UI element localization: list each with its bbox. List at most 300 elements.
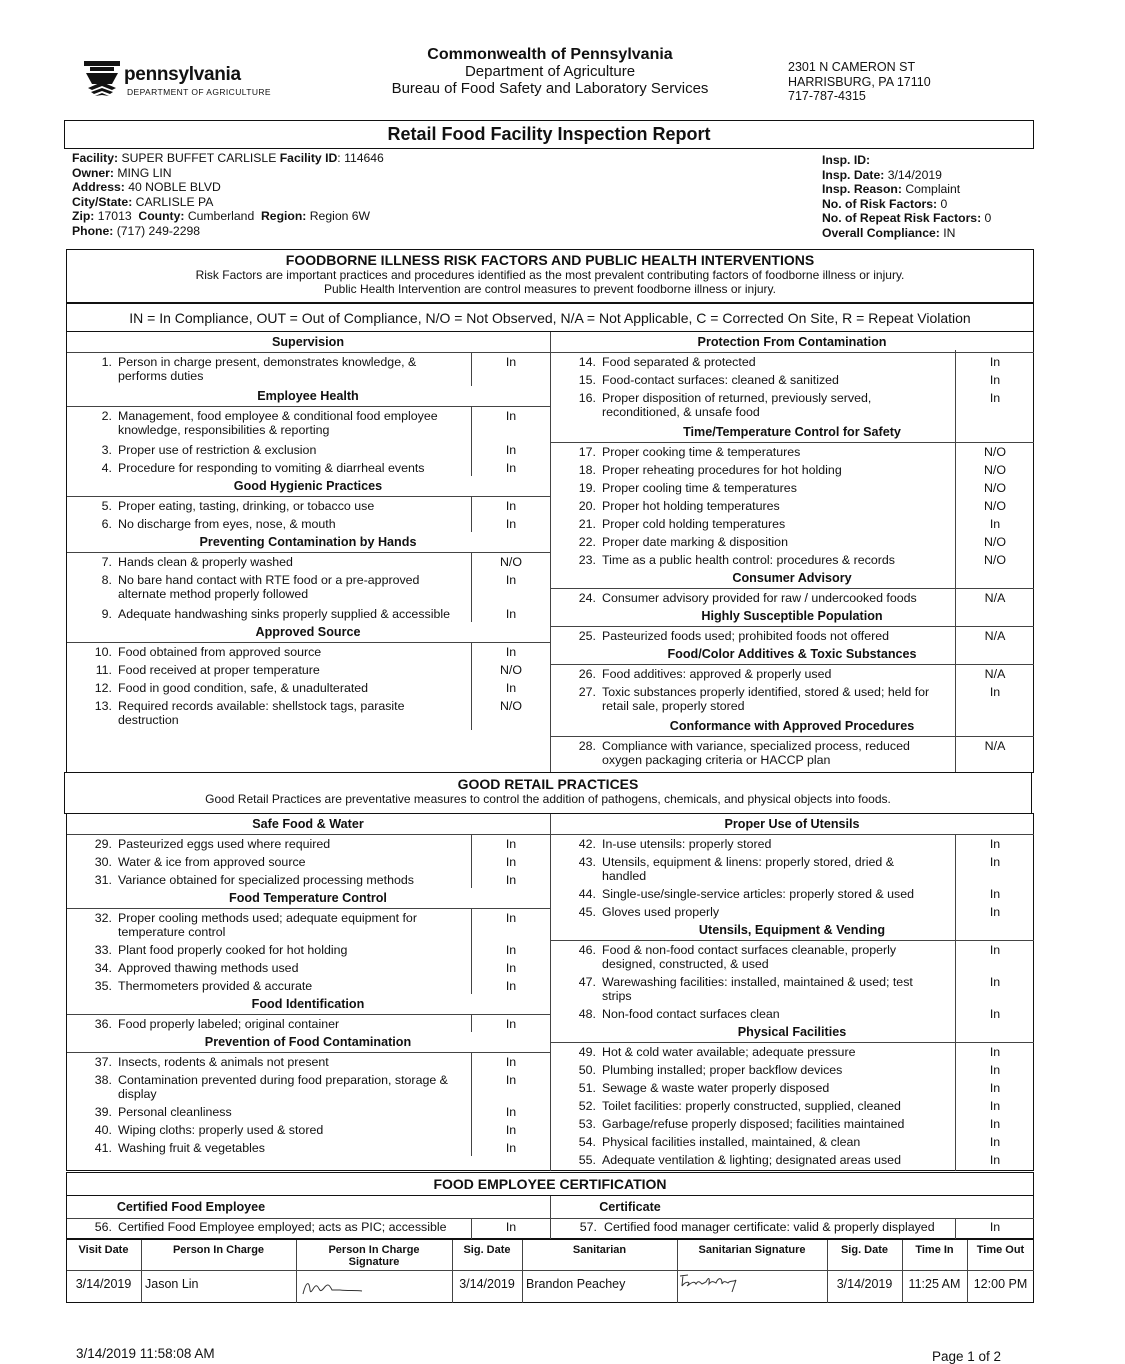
- group-header: Physical Facilities: [737, 1025, 847, 1039]
- item-text: [118, 1018, 467, 1032]
- item-text: [602, 1008, 951, 1022]
- agency-heading: [360, 46, 740, 97]
- insp-date: 3/14/2019: [887, 167, 942, 182]
- item-text-line-1: Proper use of restriction & exclusion: [118, 443, 317, 457]
- item-text: [118, 1142, 467, 1156]
- item-text-line-2: destruction: [118, 712, 179, 727]
- group-divider: [551, 352, 1034, 353]
- item-status: In: [505, 645, 517, 659]
- item-text: [118, 962, 467, 976]
- status-cell-border: [471, 496, 472, 514]
- pic-signature-scribble: [300, 1276, 370, 1300]
- item-text: [118, 1106, 467, 1120]
- time-in-header-line-1: Time In: [915, 1244, 954, 1256]
- item-number: 1.: [101, 355, 112, 369]
- agency-line-3: Bureau of Food Safety and Laboratory Services: [391, 80, 709, 97]
- item-text: [118, 682, 467, 696]
- item-status: In: [505, 1123, 517, 1137]
- item-text: [118, 556, 467, 570]
- status-cell-border: [955, 902, 956, 920]
- item-number: 30.: [94, 855, 112, 869]
- status-cell-border: [471, 852, 472, 870]
- item-text-line-2: handled: [602, 868, 647, 883]
- sanitarian-header: [522, 1244, 677, 1256]
- item-number: 15.: [578, 373, 596, 387]
- item-number: 10.: [94, 645, 112, 659]
- cert-item-57-value: In: [989, 1220, 1001, 1234]
- item-text: [602, 1118, 951, 1132]
- item-number: 6.: [101, 517, 112, 531]
- item-number: 8.: [101, 573, 112, 587]
- status-cell-border: [955, 514, 956, 532]
- status-cell-border: [955, 852, 956, 884]
- item-text-line-1: Adequate handwashing sinks properly supplied & accessible: [118, 607, 451, 621]
- sanitarian-signature-header-line-1: Sanitarian Signature: [698, 1244, 806, 1256]
- item-number: 31.: [94, 873, 112, 887]
- status-cell-border: [955, 1042, 956, 1060]
- time-out-header-line-1: Time Out: [976, 1244, 1025, 1256]
- item-text-line-1: Thermometers provided & accurate: [118, 979, 313, 993]
- group-divider: [551, 940, 1034, 941]
- time-in-value: 11:25 AM: [908, 1277, 961, 1291]
- sanitarian-sig-date-value: 3/14/2019: [836, 1277, 893, 1291]
- item-text: [118, 874, 467, 888]
- status-cell-border: [955, 588, 956, 606]
- item-status: In: [505, 517, 517, 531]
- item-text-line-1: Food additives: approved & properly used: [602, 667, 832, 681]
- item-number: 16.: [578, 391, 596, 405]
- item-number: 2.: [101, 409, 112, 423]
- item-text: [602, 856, 951, 883]
- item-status: In: [989, 391, 1001, 405]
- group-header: Food/Color Additives & Toxic Substances: [667, 647, 917, 661]
- time-in-header: [902, 1244, 967, 1256]
- facility-zip: 17013: [97, 209, 132, 223]
- item-text-line-2: strips: [602, 988, 632, 1003]
- cert-section-header: [66, 1172, 1034, 1196]
- status-cell-border: [955, 370, 956, 388]
- sanitarian-signature-scribble: [678, 1270, 758, 1294]
- group-header: Supervision: [271, 335, 345, 349]
- compliance-legend: [66, 303, 1034, 332]
- item-number: 34.: [94, 961, 112, 975]
- item-text-line-1: Pasteurized eggs used where required: [118, 837, 331, 851]
- item-text: [602, 1046, 951, 1060]
- status-cell-border: [471, 696, 472, 730]
- status-cell-border: [955, 664, 956, 682]
- item-text-line-2: alternate method properly followed: [118, 586, 309, 601]
- item-text: [118, 410, 467, 437]
- item-number: 24.: [578, 591, 596, 605]
- status-cell-border: [471, 406, 472, 440]
- item-status: N/O: [983, 499, 1007, 513]
- item-text-line-1: Proper hot holding temperatures: [602, 499, 780, 513]
- item-text-line-1: Pasteurized foods used; prohibited foods not offered: [602, 629, 890, 643]
- item-status: N/O: [983, 535, 1007, 549]
- compliance-label: Overall Compliance:: [822, 225, 940, 240]
- item-number: 40.: [94, 1123, 112, 1137]
- item-number: 29.: [94, 837, 112, 851]
- item-status: N/O: [983, 463, 1007, 477]
- item-text: [118, 518, 467, 532]
- cert-item-57-text: Certified food manager certificate: valid & properly displayed: [604, 1220, 935, 1234]
- item-status: N/A: [984, 667, 1006, 681]
- pa-agriculture-logo: [82, 58, 282, 100]
- item-status: In: [505, 499, 517, 513]
- item-text-line-1: Proper cooking time & temperatures: [602, 445, 801, 459]
- insp-id-label: Insp. ID:: [822, 153, 871, 167]
- facility-address: 40 NOBLE BLVD: [128, 180, 221, 194]
- item-status: In: [505, 837, 517, 851]
- item-text: [602, 374, 951, 388]
- item-number: 25.: [578, 629, 596, 643]
- logo-wordmark: pennsylvania: [124, 64, 241, 85]
- item-text: [602, 1064, 951, 1078]
- item-number: 19.: [578, 481, 596, 495]
- item-status: N/O: [983, 481, 1007, 495]
- status-cell-border: [955, 626, 956, 644]
- group-divider: [67, 406, 550, 407]
- item-status: In: [505, 681, 517, 695]
- item-text: [118, 664, 467, 678]
- region-label: Region:: [261, 209, 307, 223]
- visit-date-header: [66, 1244, 141, 1256]
- status-cell-border: [955, 478, 956, 496]
- status-cell-border: [471, 458, 472, 476]
- item-text: [602, 536, 951, 550]
- status-cell-border: [955, 1114, 956, 1132]
- time-out-header: [967, 1244, 1034, 1256]
- item-text: [602, 482, 951, 496]
- cert-section-title: FOOD EMPLOYEE CERTIFICATION: [433, 1176, 667, 1192]
- status-cell-border: [955, 1096, 956, 1114]
- item-text-line-1: Toilet facilities: properly constructed, supplied, cleaned: [602, 1099, 901, 1113]
- item-text: [602, 686, 951, 713]
- status-cell-border: [955, 1132, 956, 1150]
- status-cell-border: [471, 1102, 472, 1120]
- item-status: In: [989, 1063, 1001, 1077]
- facility-citystate: CARLISLE PA: [135, 194, 214, 209]
- item-status: In: [505, 573, 517, 587]
- status-cell-border: [471, 940, 472, 958]
- agency-address: [788, 60, 931, 104]
- item-text: [602, 976, 951, 1003]
- item-text: [602, 500, 951, 514]
- status-cell-border: [955, 442, 956, 460]
- item-text: [602, 1082, 951, 1096]
- item-text-line-1: Food separated & protected: [602, 355, 756, 369]
- item-status: N/O: [499, 663, 523, 677]
- item-number: 20.: [578, 499, 596, 513]
- status-cell-border: [471, 958, 472, 976]
- item-number: 17.: [578, 445, 596, 459]
- item-text: [118, 944, 467, 958]
- group-header: Consumer Advisory: [732, 571, 852, 585]
- risk-section-header: [66, 249, 1034, 303]
- item-text: [118, 838, 467, 852]
- item-text: [118, 608, 467, 622]
- item-text-line-1: Food received at proper temperature: [118, 663, 320, 677]
- item-status: In: [505, 443, 517, 457]
- item-status: In: [989, 887, 1001, 901]
- group-divider: [67, 834, 550, 835]
- item-number: 35.: [94, 979, 112, 993]
- overall-compliance: IN: [943, 225, 956, 240]
- item-text: [602, 392, 951, 419]
- status-cell-border: [471, 678, 472, 696]
- status-cell-border: [471, 908, 472, 940]
- item-text-line-1: Gloves used properly: [602, 905, 720, 919]
- item-text: [602, 554, 951, 568]
- item-text: [118, 980, 467, 994]
- group-divider: [551, 664, 1034, 665]
- item-status: N/A: [984, 591, 1006, 605]
- item-number: 18.: [578, 463, 596, 477]
- item-number: 42.: [578, 837, 596, 851]
- item-status: In: [989, 1153, 1001, 1167]
- visit-date-header-line-1: Visit Date: [78, 1244, 129, 1256]
- item-text: [118, 462, 467, 476]
- owner-name: MING LIN: [117, 165, 172, 180]
- item-text-line-2: reconditioned, & unsafe food: [602, 404, 760, 419]
- item-text-line-1: Consumer advisory provided for raw / undercooked foods: [602, 591, 917, 605]
- item-status: In: [989, 1081, 1001, 1095]
- item-text-line-1: Proper cold holding temperatures: [602, 517, 786, 531]
- item-text-line-1: Proper cooling methods used; adequate equipment for: [118, 911, 417, 925]
- sanitarian-signature-header: [677, 1244, 827, 1256]
- group-header: Prevention of Food Contamination: [204, 1035, 412, 1049]
- item-text-line-1: Approved thawing methods used: [118, 961, 299, 975]
- status-cell-border: [471, 870, 472, 888]
- item-status: In: [505, 1105, 517, 1119]
- item-number: 52.: [578, 1099, 596, 1113]
- item-text-line-1: Variance obtained for specialized processing methods: [118, 873, 414, 887]
- item-status: In: [505, 1141, 517, 1155]
- item-status: In: [989, 1117, 1001, 1131]
- status-cell-border: [955, 388, 956, 422]
- group-divider: [551, 626, 1034, 627]
- county-label: County:: [138, 209, 185, 223]
- item-text: [118, 1074, 467, 1101]
- sanitarian-header-line-1: Sanitarian: [572, 1244, 627, 1256]
- item-number: 36.: [94, 1017, 112, 1031]
- item-text-line-1: In-use utensils: properly stored: [602, 837, 772, 851]
- item-number: 11.: [95, 663, 112, 677]
- risk-factors-label: No. of Risk Factors:: [822, 196, 938, 211]
- item-text-line-1: Wiping cloths: properly used & stored: [118, 1123, 324, 1137]
- item-text: [602, 944, 951, 971]
- item-status: N/O: [499, 555, 523, 569]
- pic-sig-date-value: 3/14/2019: [459, 1277, 515, 1291]
- item-text: [118, 700, 467, 727]
- facility-id-label: Facility ID: [279, 151, 338, 165]
- citystate-label: City/State:: [72, 194, 133, 209]
- group-header: Conformance with Approved Procedures: [669, 719, 915, 733]
- item-text: [602, 464, 951, 478]
- item-number: 28.: [578, 739, 596, 753]
- item-number: 41.: [94, 1141, 112, 1155]
- item-text-line-1: Food in good condition, safe, & unadulterated: [118, 681, 369, 695]
- item-text-line-1: Sewage & waste water properly disposed: [602, 1081, 830, 1095]
- item-text-line-2: display: [118, 1086, 157, 1101]
- group-header: Good Hygienic Practices: [233, 479, 383, 493]
- item-number: 26.: [578, 667, 596, 681]
- page-number: Page 1 of 2: [932, 1349, 1002, 1364]
- item-text-line-1: Single-use/single-service articles: properly stored & used: [602, 887, 914, 901]
- item-number: 21.: [578, 517, 596, 531]
- item-status: N/O: [983, 445, 1007, 459]
- group-header: Employee Health: [257, 389, 359, 403]
- item-status: In: [505, 409, 517, 423]
- facility-id: : 114646: [337, 151, 384, 165]
- status-cell-border: [471, 1052, 472, 1070]
- agency-line-2: Department of Agriculture: [464, 63, 636, 80]
- item-text: [602, 592, 951, 606]
- time-out-value: 12:00 PM: [973, 1277, 1028, 1291]
- item-number: 22.: [578, 535, 596, 549]
- group-header: Time/Temperature Control for Safety: [683, 425, 901, 439]
- item-status: In: [989, 905, 1001, 919]
- item-text-line-1: Proper cooling time & temperatures: [602, 481, 797, 495]
- logo-subtitle: DEPARTMENT OF AGRICULTURE: [127, 87, 271, 97]
- status-cell-border: [955, 834, 956, 852]
- signature-header-line: [67, 1270, 1034, 1271]
- risk-section-title: FOODBORNE ILLNESS RISK FACTORS AND PUBLIC HEALTH INTERVENTIONS: [285, 252, 815, 268]
- item-status: In: [989, 1007, 1001, 1021]
- item-text: [602, 740, 951, 767]
- agency-line-1: Commonwealth of Pennsylvania: [427, 46, 673, 63]
- item-text: [118, 356, 467, 383]
- sanitarian-value: Brandon Peachey: [526, 1277, 626, 1291]
- item-number: 32.: [94, 911, 112, 925]
- item-number: 4.: [101, 461, 112, 475]
- facility-name: SUPER BUFFET CARLISLE: [121, 151, 277, 165]
- status-cell-border: [955, 460, 956, 478]
- item-number: 12.: [94, 681, 112, 695]
- facility-phone: (717) 249-2298: [116, 223, 201, 238]
- item-text-line-1: Personal cleanliness: [118, 1105, 232, 1119]
- address-street: 2301 N CAMERON ST: [788, 60, 916, 74]
- item-text-line-2: oxygen packaging criteria or HACCP plan: [602, 752, 831, 767]
- sanitarian-sig-date-header-line-1: Sig. Date: [840, 1244, 889, 1256]
- group-header: Preventing Contamination by Hands: [199, 535, 417, 549]
- visit-date-value: 3/14/2019: [75, 1277, 132, 1291]
- item-text-line-2: retail sale, properly stored: [602, 698, 745, 713]
- item-text-line-1: Contamination prevented during food preparation, storage &: [118, 1073, 448, 1087]
- group-divider: [67, 1014, 550, 1015]
- status-cell-border: [955, 1078, 956, 1096]
- item-status: In: [505, 943, 517, 957]
- item-text-line-1: Proper disposition of returned, previously served,: [602, 391, 872, 405]
- item-text-line-1: Food obtained from approved source: [118, 645, 322, 659]
- item-text: [118, 646, 467, 660]
- insp-date-label: Insp. Date:: [822, 167, 885, 182]
- item-text-line-2: temperature control: [118, 924, 226, 939]
- item-text-line-1: Management, food employee & conditional food employee: [118, 409, 438, 423]
- item-text: [602, 906, 951, 920]
- item-text-line-2: knowledge, responsibilities & reporting: [118, 422, 330, 437]
- item-text-line-2: performs duties: [118, 368, 204, 383]
- group-divider: [551, 834, 1034, 835]
- status-cell-border: [471, 1070, 472, 1102]
- retail-section-header: [64, 772, 1032, 814]
- item-number: 33.: [94, 943, 112, 957]
- legend-text: IN = In Compliance, OUT = Out of Compliance, N/O = Not Observed, N/A = Not Applicable, C = Corrected On Site, R = Repeat Violation: [129, 310, 971, 326]
- item-text-line-1: Physical facilities installed, maintained, & clean: [602, 1135, 861, 1149]
- status-cell-border: [955, 682, 956, 716]
- sanitarian-sig-date-header: [827, 1244, 902, 1256]
- insp-reason-label: Insp. Reason:: [822, 182, 902, 196]
- item-number: 14.: [578, 355, 596, 369]
- item-text-line-1: Proper eating, tasting, drinking, or tobacco use: [118, 499, 375, 513]
- group-header: Protection From Contamination: [697, 335, 887, 349]
- item-text: [118, 444, 467, 458]
- item-text: [602, 356, 951, 370]
- pic-signature-header-line-1: Person In Charge: [328, 1244, 420, 1256]
- status-cell-border: [955, 736, 956, 770]
- status-cell-border: [955, 532, 956, 550]
- person-in-charge-header: [141, 1244, 296, 1256]
- group-divider: [67, 352, 550, 353]
- item-status: In: [505, 873, 517, 887]
- item-status: In: [989, 1045, 1001, 1059]
- item-text-line-1: Food properly labeled; original container: [118, 1017, 340, 1031]
- item-text: [118, 912, 467, 939]
- item-text: [602, 518, 951, 532]
- item-status: In: [989, 1099, 1001, 1113]
- facility-info: [72, 151, 384, 238]
- group-divider: [551, 588, 1034, 589]
- status-cell-border: [471, 642, 472, 660]
- keystone-logo-icon: [82, 58, 122, 100]
- item-text: [602, 1136, 951, 1150]
- item-text-line-1: No bare hand contact with RTE food or a pre-approved: [118, 573, 420, 587]
- inspection-info: [822, 153, 991, 240]
- item-number: 49.: [578, 1045, 596, 1059]
- item-number: 50.: [578, 1063, 596, 1077]
- risk-section-desc-2: Public Health Intervention are control measures to prevent foodborne illness or injury.: [323, 282, 776, 296]
- facility-label: Facility:: [72, 151, 119, 165]
- group-divider: [67, 642, 550, 643]
- status-cell-border: [471, 1014, 472, 1032]
- group-header: Food Identification: [251, 997, 365, 1011]
- item-status: In: [505, 911, 517, 925]
- group-divider: [67, 552, 550, 553]
- item-number: 27.: [578, 685, 596, 699]
- group-header: Safe Food & Water: [252, 817, 364, 831]
- item-number: 45.: [578, 905, 596, 919]
- status-cell-border: [471, 1120, 472, 1138]
- item-text-line-1: Utensils, equipment & linens: properly stored, dried &: [602, 855, 895, 869]
- group-divider: [67, 908, 550, 909]
- insp-reason: Complaint: [905, 182, 961, 196]
- item-status: N/A: [984, 739, 1006, 753]
- item-number: 54.: [578, 1135, 596, 1149]
- person-in-charge-value: Jason Lin: [145, 1277, 199, 1291]
- owner-label: Owner:: [72, 165, 114, 180]
- item-status: In: [505, 1017, 517, 1031]
- item-text-line-1: Toxic substances properly identified, stored & used; held for: [602, 685, 930, 699]
- item-text-line-1: Garbage/refuse properly disposed; facilities maintained: [602, 1117, 905, 1131]
- repeat-risk-label: No. of Repeat Risk Factors:: [822, 211, 982, 225]
- address-label: Address:: [72, 180, 125, 194]
- item-text-line-1: Plant food properly cooked for hot holding: [118, 943, 348, 957]
- item-text: [118, 500, 467, 514]
- item-status: In: [989, 685, 1001, 699]
- status-cell-border: [955, 940, 956, 972]
- cert-header-line: [67, 1218, 1034, 1219]
- group-header: Highly Susceptible Population: [701, 609, 883, 623]
